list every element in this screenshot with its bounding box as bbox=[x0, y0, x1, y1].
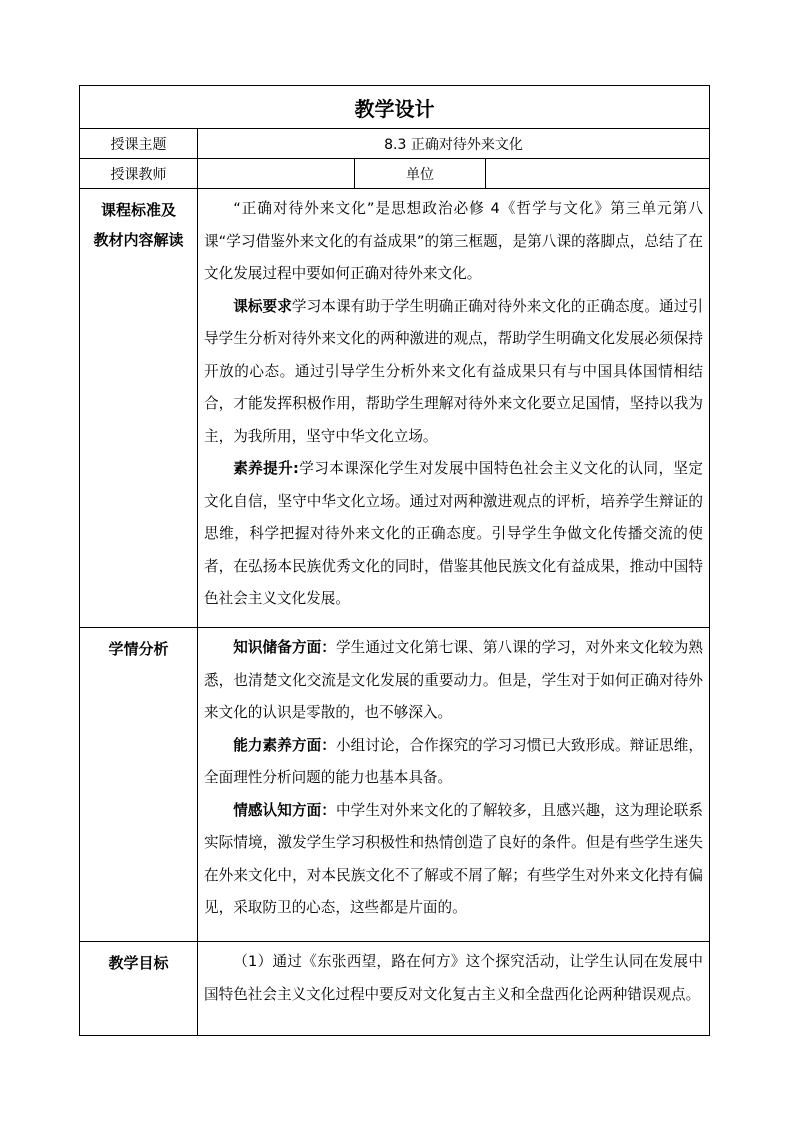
emotion-title: 情感认知方面： bbox=[233, 801, 336, 819]
topic-value: 8.3 正确对待外来文化 bbox=[198, 129, 710, 159]
teacher-value bbox=[198, 159, 355, 189]
analysis-knowledge bbox=[204, 632, 703, 730]
emotion-text: 中学生对外来文化的了解较多，且感兴趣，这为理论联系实际情境，激发学生学习积极性和热情创造了良好的条件。但是有些学生迷失在外来文化中，对本民族文化不了解或不屑了解；有些学生对外来文化持有偏见，采取防卫的心态，这些都是片面的。 bbox=[204, 801, 703, 916]
teacher-label: 授课教师 bbox=[80, 159, 198, 189]
literacy-text: 学习本课深化学生对发展中国特色社会主义文化的认同，坚定文化自信，坚守中华文化立场。通过对两种激进观点的评析，培养学生辩证的思维，科学把握对待外来文化的正确态度。引导学生争做文化传播交流的使者，在弘扬本民族优秀文化的同时，借鉴其他民族文化有益成果，推动中国特色社会主义文化发展。 bbox=[204, 460, 703, 607]
standard-text: 学习本课有助于学生明确正确对待外来文化的正确态度。通过引导学生分析对待外来文化的两种激进的观点，帮助学生明确文化发展必须保持开放的心态。通过引导学生分析外来文化有益成果只有与中国具体国情相结合，才能发挥积极作用，帮助学生理解对待外来文化要立足国情，坚持以我为主，为我所用，坚守中华文化立场。 bbox=[204, 297, 703, 445]
objectives-label: 教学目标 bbox=[80, 942, 198, 1036]
curriculum-label-line2: 教材内容解读 bbox=[93, 231, 184, 249]
analysis-content bbox=[198, 628, 710, 942]
knowledge-text: 学生通过文化第七课、第八课的学习，对外来文化较为熟悉，也清楚文化交流是文化发展的重要动力。但是，学生对于如何正确对待外来文化的认识是零散的，也不够深入。 bbox=[204, 639, 703, 721]
lesson-design-table bbox=[79, 85, 710, 1036]
analysis-ability bbox=[204, 730, 703, 795]
objective-item-1: （1）通过《东张西望，路在何方》这个探究活动，让学生认同在发展中国特色社会主义文化过程中要反对文化复古主义和全盘西化论两种错误观点。 bbox=[204, 953, 703, 1003]
curriculum-label bbox=[80, 189, 198, 628]
curriculum-label-line1: 课程标准及 bbox=[100, 201, 176, 219]
knowledge-title: 知识储备方面： bbox=[233, 639, 336, 656]
curriculum-intro: “正确对待外来文化”是思想政治必修 4《哲学与文化》第三单元第八课“学习借鉴外来文化的有益成果”的第三框题，是第八课的落脚点，总结了在文化发展过程中要如何正确对待外来文化。 bbox=[204, 200, 703, 282]
unit-value bbox=[486, 159, 710, 189]
topic-label: 授课主题 bbox=[80, 129, 198, 159]
analysis-emotion bbox=[204, 795, 703, 925]
analysis-label: 学情分析 bbox=[80, 628, 198, 942]
curriculum-content bbox=[198, 189, 710, 628]
curriculum-standard bbox=[204, 291, 703, 454]
objectives-content bbox=[198, 942, 710, 1036]
ability-text: 小组讨论，合作探究的学习习惯已大致形成。辩证思维，全面理性分析问题的能力也基本具备。 bbox=[204, 736, 703, 786]
page-title: 教学设计 bbox=[80, 86, 710, 129]
curriculum-literacy bbox=[204, 453, 703, 616]
ability-title: 能力素养方面： bbox=[233, 736, 336, 754]
unit-label: 单位 bbox=[355, 159, 486, 189]
literacy-title: 素养提升: bbox=[233, 460, 299, 477]
standard-title: 课标要求 bbox=[233, 297, 292, 315]
